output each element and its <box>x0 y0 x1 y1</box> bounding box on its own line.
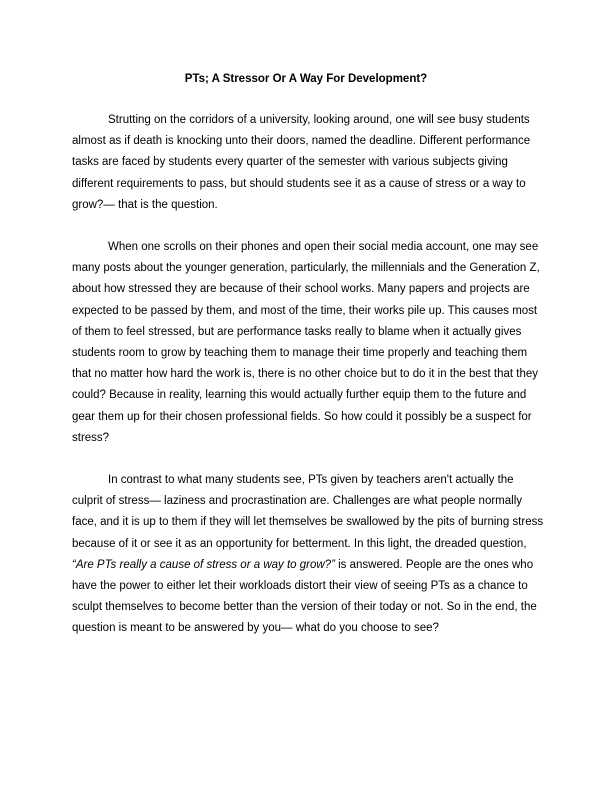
question-quote: “Are PTs really a cause of stress or a way to grow?” <box>72 558 335 571</box>
paragraph-3-text-before-quote: In contrast to what many students see, PTs given by teachers aren't actually the culprit of stress— laziness and procrastination are. Challenges are what people normally face, and it is up to them if they will let themselves be swallowed by the pits of burning stress because of it or see it as an opportunity for betterment. In this light, the dreaded question, <box>72 474 544 550</box>
paragraph-1: Strutting on the corridors of a university, looking around, one will see busy students almost as if death is knocking unto their doors, named the deadline. Different performance tasks are faced by students every quarter of the semester with various subjects giving different requirements to pass, but should students see it as a cause of stress or a way to grow?— that is the question. <box>72 114 531 211</box>
paragraph-3-text-after-quote: is answered. People are the ones who have the power to either let their workloads distort their view of seeing PTs as a chance to sculpt themselves to become better than the version of their today or not. So in the end, the question is meant to be answered by you— what do you choose to see? <box>72 558 537 635</box>
paragraph-3 <box>72 470 547 640</box>
document-title: PTs; A Stressor Or A Way For Development? <box>184 73 428 85</box>
document-body <box>72 110 547 661</box>
paragraph-2: When one scrolls on their phones and open their social media account, one may see many posts about the younger generation, particularly, the millennials and the Generation Z, about how stressed they are because of their school works. Many papers and projects are expected to be passed by them, and most of the time, their works pile up. This causes most of them to feel stressed, but are performance tasks really to blame when it actually gives students room to grow by teaching them to manage their time properly and teaching them that no matter how hard the work is, there is no other choice but to do it in the best that they could? Because in reality, learning this would actually further equip them to the future and gear them up for their chosen professional fields. So how could it possibly be a suspect for stress? <box>72 241 540 444</box>
